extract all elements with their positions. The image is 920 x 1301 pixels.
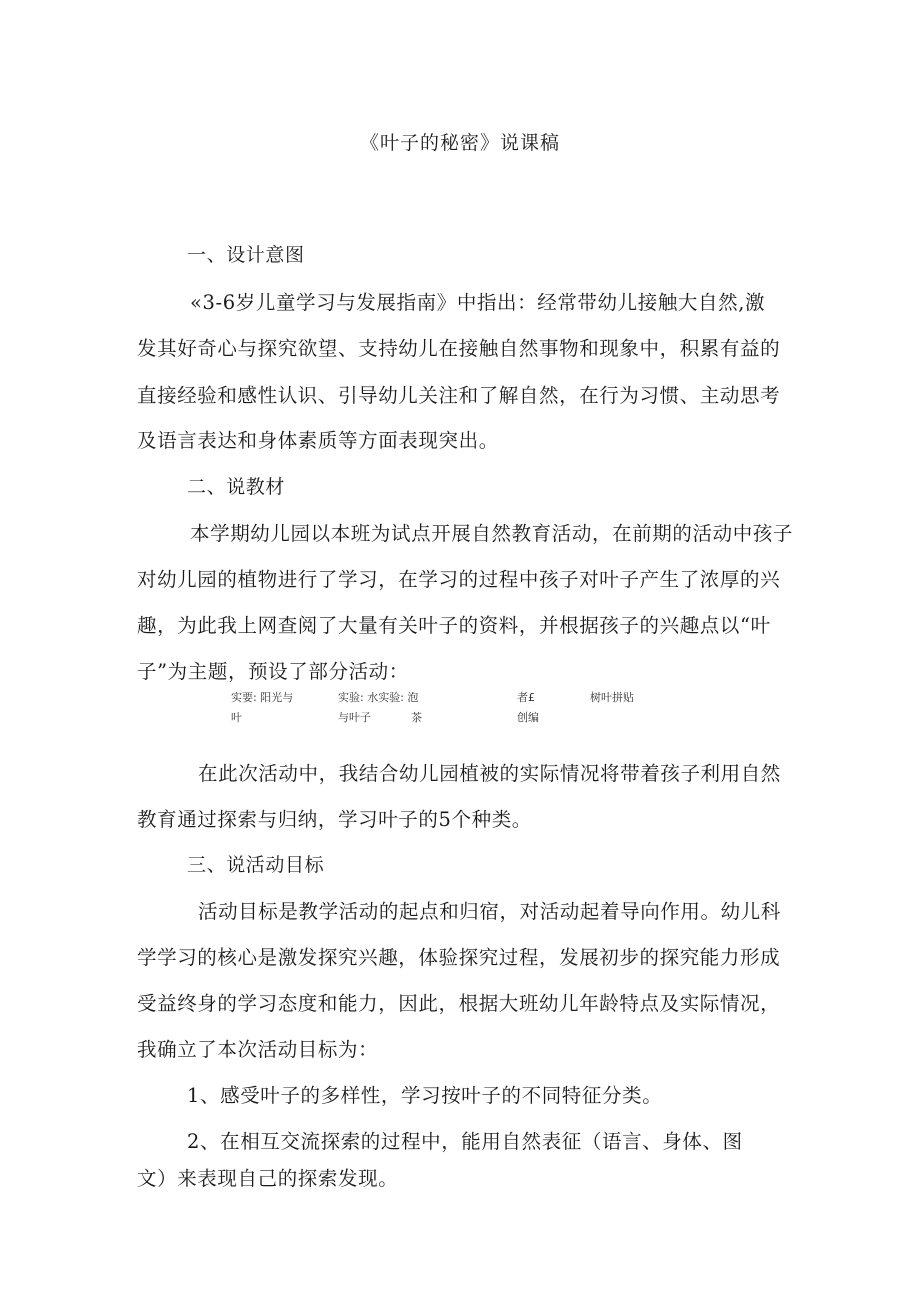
section2-line-3: 趣，为此我上网查阅了大量有关叶子的资料，并根据孩子的兴趣点以“叶	[137, 614, 771, 637]
activity-cell-1-3: 者£	[517, 691, 535, 704]
section1-line-4: 及语言表达和身体素质等方面表现突出。	[137, 429, 499, 452]
section2-after-line-1: 在此次活动中，我结合幼儿园植被的实际情况将带着孩子利用自然	[198, 762, 781, 785]
section3-line-2: 学学习的核心是激发探究兴趣，体验探究过程，发展初步的探究能力形成	[137, 946, 781, 969]
section1-line-3: 直接经验和感性认识、引导幼儿关注和了解自然，在行为习惯、主动思考	[137, 384, 781, 407]
activity-cell-1-2: 实验: 水实验: 泡	[338, 691, 419, 704]
section2-heading: 二、说教材	[187, 476, 286, 498]
section2-line-2: 对幼儿园的植物进行了学习，在学习的过程中孩子对叶子产生了浓厚的兴	[137, 568, 781, 591]
activity-cell-2-4: 创编	[517, 711, 539, 724]
goal-2-line-2: 文）来表现自己的探索发现。	[137, 1167, 399, 1190]
section1-line-2: 发其好奇心与探究欲望、支持幼儿在接触自然事物和现象中，积累有益的	[137, 337, 781, 360]
section2-after-line-2: 教育通过探索与归纳，学习叶子的5个种类。	[137, 808, 532, 831]
goal-1: 1、感受叶子的多样性，学习按叶子的不同特征分类。	[187, 1084, 663, 1107]
activity-cell-1-1: 实要: 阳光与	[231, 691, 294, 704]
section2-line-1: 本学期幼儿园以本班为试点开展自然教育活动，在前期的活动中孩子	[190, 522, 794, 545]
activity-cell-2-3: 茶	[411, 711, 422, 724]
section1-heading: 一、设计意图	[187, 244, 305, 266]
goal-2-line-1: 2、在相互交流探索的过程中，能用自然表征（语言、身体、图	[187, 1130, 743, 1153]
section1-line-1: «3-6岁儿童学习与发展指南》中指出：经常带幼儿接触大自然,激	[190, 291, 766, 314]
section3-line-3: 受益终身的学习态度和能力，因此，根据大班幼儿年龄特点及实际情况，	[137, 992, 781, 1015]
section2-line-4: 子”为主题，预设了部分活动：	[137, 660, 409, 683]
activity-cell-2-1: 叶	[231, 711, 242, 724]
section3-heading: 三、说活动目标	[187, 854, 325, 876]
section3-line-4: 我确立了本次活动目标为：	[137, 1038, 379, 1061]
activity-cell-2-2: 与叶子	[338, 711, 371, 724]
activity-cell-1-4: 树叶拼贴	[590, 691, 634, 704]
section3-line-1: 活动目标是教学活动的起点和归宿，对活动起着导向作用。幼儿科	[198, 900, 781, 923]
document-title: 《叶子的秘密》说课稿	[359, 132, 560, 154]
